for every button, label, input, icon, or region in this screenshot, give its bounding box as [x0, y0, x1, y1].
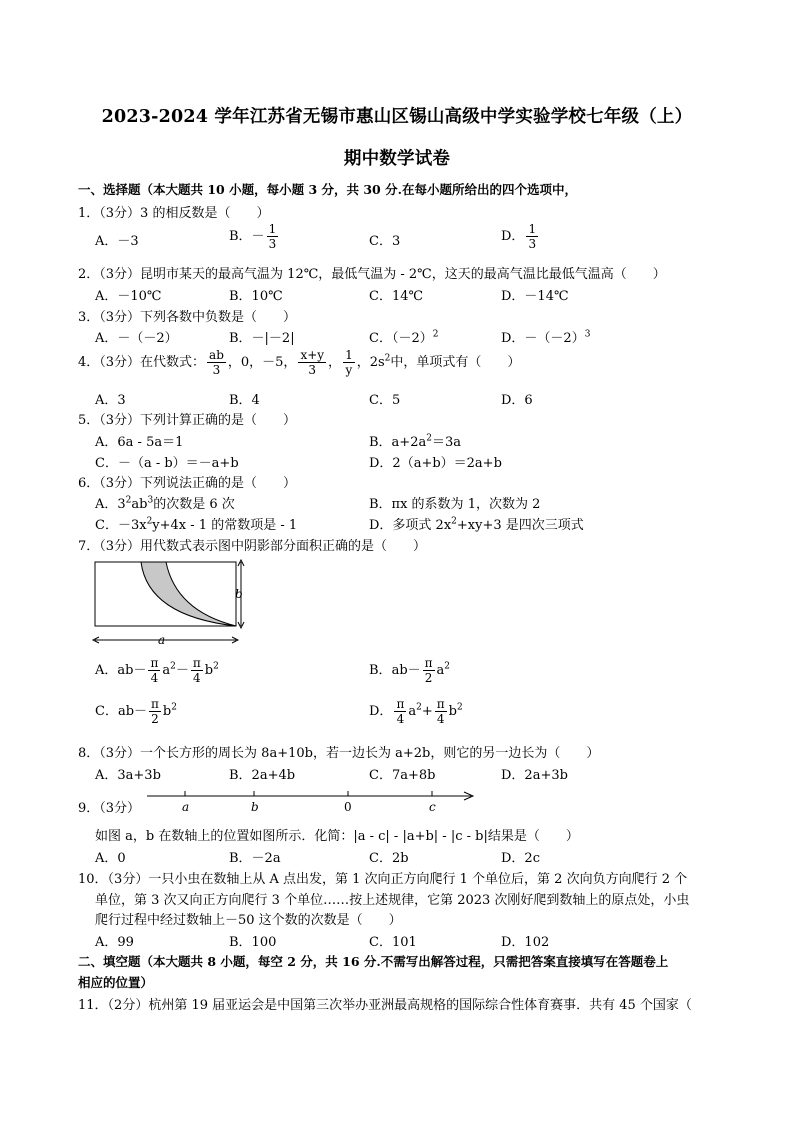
axis-label-a: a — [182, 800, 190, 814]
q7-stem: 7．（3分）用代数式表示图中阴影部分面积正确的是（ ） — [78, 539, 427, 554]
q3-option-b: B．－|－2| — [229, 331, 295, 346]
q8-option-b: B．2a+4b — [229, 768, 296, 783]
fraction-denominator: 3 — [268, 237, 277, 251]
fraction-denominator: 4 — [193, 671, 201, 685]
q5-option-b — [369, 431, 461, 450]
q7-option-a-exp1: 2 — [170, 661, 176, 672]
q5-option-c: C．－（a - b）＝－a+b — [95, 456, 239, 471]
q7-option-a-var1: a — [162, 663, 171, 678]
q7-option-a — [95, 656, 219, 685]
q6-option-a-mid: ab — [131, 497, 148, 512]
axis-label-c: c — [429, 800, 436, 814]
q1-option-b-fraction — [267, 222, 279, 251]
axis-label-zero: 0 — [344, 800, 352, 814]
q7-option-a-frac2 — [191, 656, 203, 685]
fraction-numerator: π — [424, 656, 433, 670]
q3-option-c-exponent: 2 — [432, 329, 439, 340]
q7-option-d-var2: b — [448, 704, 457, 719]
q4-exponent: 2 — [384, 353, 391, 364]
q1-stem: 1．（3分）3 的相反数是（ ） — [78, 206, 270, 221]
fraction-numerator: x+y — [300, 348, 325, 362]
q7-label-b: b — [235, 587, 243, 601]
q3-stem: 3．（3分）下列各数中负数是（ ） — [78, 310, 297, 325]
q2-stem: 2．（3分）昆明市某天的最高气温为 12℃，最低气温为 - 2℃，这天的最高气温比最低气温高（ ） — [78, 267, 666, 282]
q2-option-a: A．－10℃ — [95, 289, 162, 304]
q5-option-b-exponent: 2 — [426, 433, 432, 444]
q6-option-d-exp: 2 — [451, 516, 457, 527]
q3-option-d-base: D．－（－2） — [501, 331, 585, 346]
q5-option-b-post: ＝3a — [431, 435, 461, 450]
q4-stem — [78, 348, 520, 377]
q9-number-line — [145, 785, 480, 815]
q6-option-d-post: +xy+3 是四次三项式 — [456, 518, 584, 533]
q7-option-a-frac1 — [148, 656, 160, 685]
q7-option-d-var1: a — [408, 704, 417, 719]
q6-option-c-exp: 2 — [146, 516, 153, 527]
fraction-denominator: y — [345, 363, 353, 377]
q3-option-c — [369, 327, 438, 346]
q7-option-b-ab: ab－ — [391, 663, 421, 678]
q4-prefix: 4．（3分）在代数式： — [78, 355, 206, 370]
q8-option-c: C．7a+8b — [369, 768, 436, 783]
fraction-denominator: 3 — [308, 363, 317, 377]
q7-option-d-letter: D． — [369, 704, 393, 719]
section2-heading-line1: 二、填空题（本大题共 8 小题，每空 2 分，共 16 分.不需写出解答过程，只需把答案直接填写在答题卷上 — [78, 954, 669, 969]
fraction-numerator: π — [396, 697, 405, 711]
q3-option-c-base: C．（－2） — [369, 331, 433, 346]
q5-option-d: D．2（a+b）＝2a+b — [369, 456, 502, 471]
q4-suffix: 中，单项式有（ ） — [390, 355, 521, 370]
q7-option-b-frac — [423, 656, 435, 685]
q6-option-a-post: 的次数是 6 次 — [153, 497, 235, 512]
q1-option-b — [229, 222, 280, 251]
q7-option-d — [369, 697, 463, 726]
fraction-denominator: 4 — [396, 712, 405, 726]
q3-option-a: A．－（－2） — [95, 331, 178, 346]
q7-figure — [88, 556, 258, 650]
q3-option-d — [501, 327, 590, 346]
q7-option-a-letter: A． — [95, 663, 118, 678]
q4-mid3: ，2s — [356, 355, 385, 370]
q11-stem: 11．（2分）杭州第 19 届亚运会是中国第三次举办亚洲最高规格的国际综合性体育赛事．共有 45 个国家（ — [78, 998, 692, 1013]
section1-heading: 一、选择题（本大题共 10 小题，每小题 3 分，共 30 分.在每小题所给出的四个选项中， — [78, 182, 577, 197]
q7-option-c — [95, 697, 177, 726]
q6-option-d-pre: D．多项式 2x — [369, 518, 452, 533]
fraction-denominator: 4 — [150, 671, 159, 685]
fraction-denominator: 4 — [436, 712, 445, 726]
q7-option-c-ab: ab－ — [117, 704, 148, 719]
q7-option-d-frac2 — [435, 697, 447, 726]
q6-option-a-pre: A．3 — [95, 497, 126, 512]
q8-stem: 8．（3分）一个长方形的周长为 8a+10b，若一边长为 a+2b，则它的另一边长为（ ） — [78, 746, 600, 761]
axis-label-b: b — [251, 800, 259, 814]
q1-option-d-prefix: D． — [501, 229, 525, 244]
q2-option-d: D．－14℃ — [501, 289, 569, 304]
q6-option-a-exp2: 3 — [147, 495, 154, 506]
q8-option-a: A．3a+3b — [95, 768, 161, 783]
q4-option-a: A．3 — [95, 393, 126, 408]
q7-option-d-frac1 — [394, 697, 406, 726]
q10-line1: 10．（3分）一只小虫在数轴上从 A 点出发，第 1 次向正方向爬行 1 个单位后，第 2 次向负方向爬行 2 个 — [78, 872, 688, 887]
q10-option-a: A．99 — [95, 935, 134, 950]
q7-label-a: a — [158, 633, 166, 647]
q6-option-a — [95, 493, 235, 512]
q9-label: 9．（3分） — [78, 801, 141, 816]
fraction-numerator: 1 — [528, 222, 537, 236]
q4-option-d: D．6 — [501, 393, 533, 408]
q8-option-d: D．2a+3b — [501, 768, 568, 783]
q7-option-d-exp1: 2 — [416, 702, 422, 713]
fraction-numerator: π — [151, 697, 159, 711]
q9-option-b: B．－2a — [229, 851, 281, 866]
q6-option-d — [369, 514, 584, 533]
q1-option-c: C．3 — [369, 234, 401, 249]
q9-option-d: D．2c — [501, 851, 540, 866]
q1-option-d-fraction — [526, 222, 538, 251]
q7-option-b-exp: 2 — [444, 661, 451, 672]
fraction-numerator: π — [192, 656, 201, 670]
q7-option-d-plus: + — [421, 704, 433, 719]
q7-option-c-exp: 2 — [171, 702, 177, 713]
q6-stem: 6．（3分）下列说法正确的是（ ） — [78, 476, 297, 491]
q4-mid1: ，0，－5， — [227, 355, 297, 370]
q7-option-c-var: b — [162, 704, 172, 719]
q9-option-c: C．2b — [369, 851, 409, 866]
q4-option-c: C．5 — [369, 393, 401, 408]
q7-option-b-letter: B． — [369, 663, 392, 678]
q10-line3: 爬行过程中经过数轴上－50 这个数的次数是（ ） — [95, 913, 402, 928]
q4-fraction-1-y — [343, 348, 355, 377]
q4-fraction-xy-3 — [298, 348, 326, 377]
fraction-denominator: 2 — [424, 671, 433, 685]
q6-option-c — [95, 514, 297, 533]
q6-option-c-post: y+4x - 1 的常数项是 - 1 — [152, 518, 298, 533]
q7-option-a-ab: ab－ — [117, 663, 147, 678]
q5-stem: 5．（3分）下列计算正确的是（ ） — [78, 413, 297, 428]
q7-option-d-exp2: 2 — [456, 702, 463, 713]
q10-option-d: D．102 — [501, 935, 550, 950]
q9-stem: 如图 a，b 在数轴上的位置如图所示．化简：|a - c| - |a+b| - |c - b|结果是（ ） — [95, 829, 579, 844]
q10-option-b: B．100 — [229, 935, 277, 950]
q2-option-c: C．14℃ — [369, 289, 424, 304]
q7-option-a-var2: b — [204, 663, 214, 678]
q9-option-a: A．0 — [95, 851, 126, 866]
q6-option-c-pre: C．－3x — [95, 518, 147, 533]
q2-option-b: B．10℃ — [229, 289, 283, 304]
q6-option-b: B．πx 的系数为 1，次数为 2 — [369, 497, 541, 512]
q10-line2: 单位，第 3 次又向正方向爬行 3 个单位……按上述规律，它第 2023 次刚好爬到数轴上的原点处，小虫 — [95, 893, 690, 908]
q1-option-b-prefix: B．－ — [229, 229, 265, 244]
q5-option-a: A．6a - 5a＝1 — [95, 435, 184, 450]
exam-title-line2: 期中数学试卷 — [343, 149, 451, 169]
fraction-numerator: ab — [209, 348, 224, 362]
section2-heading-line2: 相应的位置） — [78, 975, 154, 990]
q7-option-a-minus: － — [175, 663, 189, 678]
fraction-denominator: 2 — [151, 712, 159, 726]
q6-option-a-exp1: 2 — [125, 495, 132, 506]
fraction-numerator: π — [436, 697, 445, 711]
fraction-numerator: π — [150, 656, 159, 670]
q3-option-d-exponent: 3 — [584, 329, 591, 340]
q1-option-a: A．－3 — [95, 234, 139, 249]
q7-option-b — [369, 656, 450, 685]
q4-fraction-ab-3 — [207, 348, 226, 377]
fraction-denominator: 3 — [212, 363, 221, 377]
q10-option-c: C．101 — [369, 935, 417, 950]
q4-mid2: ， — [328, 355, 342, 370]
q7-option-b-var: a — [436, 663, 445, 678]
q7-option-c-letter: C． — [95, 704, 118, 719]
q5-option-b-pre: B．a+2a — [369, 435, 427, 450]
exam-title-line1: 2023-2024 学年江苏省无锡市惠山区锡山高级中学实验学校七年级（上） — [101, 107, 693, 127]
q4-option-b: B．4 — [229, 393, 260, 408]
fraction-numerator: 1 — [345, 348, 353, 362]
q1-option-d — [501, 222, 540, 251]
q7-option-c-frac — [149, 697, 161, 726]
q7-option-a-exp2: 2 — [213, 661, 219, 672]
fraction-denominator: 3 — [528, 237, 537, 251]
fraction-numerator: 1 — [268, 222, 277, 236]
